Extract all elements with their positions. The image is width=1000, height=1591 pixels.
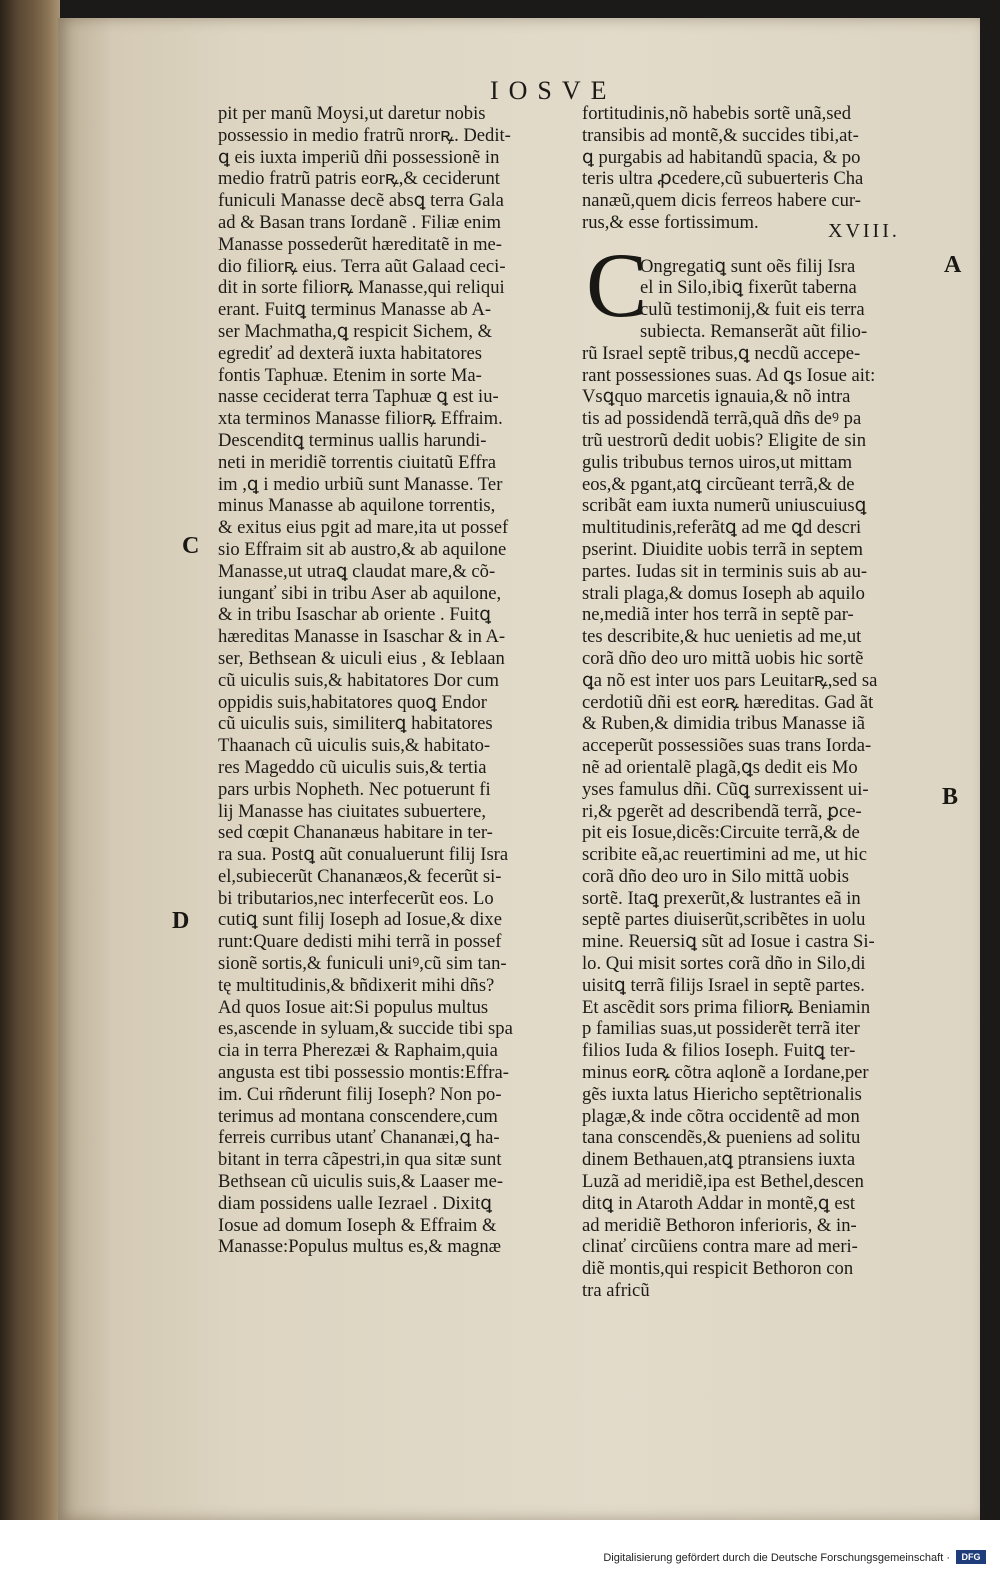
text-line: dit in sorte filiorꝶ Manasse,qui reliqui [218, 277, 505, 299]
decorated-initial: C [586, 234, 648, 336]
text-line: Manasse possederũt hæreditatẽ in me- [218, 233, 502, 255]
text-line: ꝗa nõ est inter uos pars Leuitarꝶ,sed sa [582, 669, 878, 691]
text-line: rant possessiones suas. Ad ꝗs Iosue ait: [582, 364, 876, 386]
text-line: pit eis Iosue,dicẽs:Circuite terrã,& de [582, 822, 860, 844]
text-line: cerdotiũ dñi est eorꝶ hæreditas. Gad ãt [582, 691, 874, 713]
text-line: culũ testimonij,& fuit eis terra [640, 299, 865, 321]
text-line: hæreditas Manasse in Isaschar & in A- [218, 626, 506, 648]
text-line: Manasse:Populus multus es,& magnæ [218, 1236, 502, 1258]
text-line: plagæ,& inde cõtra occidentẽ ad mon [582, 1105, 860, 1127]
text-line: diam possidens ualle Iezrael . Dixitꝗ [218, 1192, 493, 1214]
text-line: Iosue ad domum Ioseph & Effraim & [218, 1214, 497, 1236]
text-line: minus Manasse ab aquilone torrentis, [218, 495, 496, 517]
text-line: terimus ad montana conscendere,cum [218, 1105, 498, 1127]
text-line: tis ad possidendã terrã,quã dñs deꝰ pa [582, 408, 862, 430]
text-line: eos,& pgant,atꝗ circũeant terrã,& de [582, 473, 855, 495]
text-line: subiecta. Remanserãt aũt filio- [640, 320, 868, 342]
text-line: medio fratrũ patris eorꝶ,& ceciderunt [218, 168, 500, 190]
text-line: ra sua. Postꝗ aũt conualuerunt filij Isra [218, 844, 509, 866]
text-line: el,subiecerũt Chananæos,& fecerũt si- [218, 865, 502, 887]
text-line: gẽs iuxta latus Hiericho septẽtrionalis [582, 1083, 862, 1105]
text-line: partes. Iudas sit in terminis suis ab au- [582, 560, 868, 582]
chapter-number: XVIII. [828, 220, 900, 242]
text-line: funiculi Manasse decẽ absꝗ terra Gala [218, 190, 504, 212]
text-line: Manasse,ut utraꝗ claudat mare,& cõ- [218, 560, 496, 582]
text-line: dinem Bethauen,atꝗ ptransiens iuxta [582, 1149, 856, 1171]
text-line: Luzã ad meridiẽ,ipa est Bethel,descen [582, 1171, 864, 1193]
text-line: Bethsean cũ uiculis suis,& Laaser me- [218, 1171, 504, 1193]
text-line: pit per manũ Moysi,ut daretur nobis [218, 103, 486, 124]
text-line: xta terminos Manasse filiorꝶ Effraim. [218, 408, 503, 430]
text-line: sortẽ. Itaꝗ prexerũt,& lustrantes eã in [582, 887, 861, 909]
text-line: pserint. Diuidite uobis terrã in septem [582, 538, 863, 560]
text-line: cũ uiculis suis,& habitatores Dor cum [218, 669, 499, 691]
text-line: Thaanach cũ uiculis suis,& habitato- [218, 735, 491, 757]
text-line: nẽ ad orientalẽ plagã,ꝗs dedit eis Mo [582, 756, 858, 778]
text-line: & Ruben,& dimidia tribus Manasse iã [582, 713, 866, 735]
text-line: bitant in terra cãpestri,in qua sitæ sunt [218, 1149, 502, 1171]
text-line: erant. Fuitꝗ terminus Manasse ab A- [218, 299, 492, 321]
text-line: filios Iuda & filios Ioseph. Fuitꝗ ter- [582, 1040, 856, 1062]
text-line: angusta est tibi possessio montis:Effra- [218, 1062, 509, 1084]
text-line: ri,& pgerẽt ad describendã terrã, ꝑce- [582, 800, 862, 822]
margin-letter-b: B [942, 784, 959, 810]
book-spine [0, 0, 60, 1520]
text-line: tra africũ [582, 1280, 650, 1302]
text-line: nanæũ,quem dicis ferreos habere cur- [582, 190, 861, 212]
text-line: rũ Israel septẽ tribus,ꝗ necdũ accepe- [582, 342, 861, 364]
text-line: teris ultra ꝓcedere,cũ subuerteris Cha [582, 168, 864, 190]
text-line: p familias suas,ut possiderẽt terrã iter [582, 1018, 860, 1040]
text-line: minus eorꝶ cõtra aqlonẽ a Iordane,per [582, 1062, 869, 1084]
text-line: Descenditꝗ terminus uallis harundi- [218, 429, 487, 451]
text-line: rus,& esse fortissimum. [582, 211, 759, 233]
text-line: sio Effraim sit ab austro,& ab aquilone [218, 538, 507, 560]
text-line: acceperũt possessiões suas trans Iorda- [582, 735, 872, 757]
text-line: egrediť ad dexterã iuxta habitatores [218, 342, 483, 364]
left-column [218, 103, 570, 1258]
footer-credit: Digitalisierung gefördert durch die Deutsche Forschungsgemeinschaft · [603, 1552, 950, 1564]
text-line: cia in terra Pherezæi & Raphaim,quia [218, 1040, 498, 1062]
running-head: IOSVE [490, 76, 617, 105]
text-line: im. Cui rñderunt filij Ioseph? Non po- [218, 1083, 502, 1105]
text-line: ad meridiẽ Bethoron inferioris, & in- [582, 1214, 857, 1236]
text-line: iunganť sibi in tribu Aser ab aquilone, [218, 582, 502, 604]
text-line: mine. Reuersiꝗ sũt ad Iosue i castra Si- [582, 931, 875, 953]
text-line: sed cœpit Chananæus habitare in ter- [218, 822, 493, 844]
text-line: tę multitudinis,& bñdixerit mihi dñs? [218, 974, 495, 996]
text-line: possessio in medio fratrũ nrorꝶ. Dedit- [218, 124, 511, 146]
text-line: diẽ montis,qui respicit Bethoron con [582, 1258, 854, 1280]
text-line: strali plaga,& domus Ioseph ab aquilo [582, 582, 865, 604]
text-line: septẽ partes diuiserũt,scribẽtes in uolu [582, 909, 866, 931]
footer-bar [0, 1520, 1000, 1591]
text-line: el in Silo,ibiꝗ fixerũt taberna [640, 277, 857, 299]
text-line: ꝗ purgabis ad habitandũ spacia, & po [582, 146, 861, 168]
text-line: neti in meridiẽ torrentis ciuitatũ Effra [218, 451, 496, 473]
text-line: res Mageddo cũ uiculis suis,& tertia [218, 756, 487, 778]
text-line: Ad quos Iosue ait:Si populus multus [218, 996, 489, 1018]
text-line: ditꝗ in Ataroth Addar in montẽ,ꝗ est [582, 1192, 856, 1214]
text-line: nasse ceciderat terra Taphuæ ꝗ est iu- [218, 386, 499, 408]
text-line: sionẽ sortis,& funiculi uniꝰ,cũ sim tan- [218, 953, 507, 975]
text-line: ad & Basan trans Iordanẽ . Filiæ enim [218, 211, 501, 233]
text-line: scribãt eam iuxta numerũ uniuscuiusꝗ [582, 495, 867, 517]
text-line: yses famulus dñi. Cũꝗ surrexissent ui- [582, 778, 869, 800]
text-line: transibis ad montẽ,& succides tibi,at- [582, 124, 859, 146]
text-line: tes describite,& huc uenietis ad me,ut [582, 626, 862, 648]
text-line: fortitudinis,nõ habebis sortẽ unã,sed [582, 103, 852, 124]
text-line: ꝗ eis iuxta imperiũ dñi possessionẽ in [218, 146, 500, 168]
text-line: Ongregatiꝗ sunt oẽs filij Isra [640, 255, 856, 277]
margin-letter-a: A [944, 252, 962, 278]
text-line: ser, Bethsean & uiculi eius , & Ieblaan [218, 647, 505, 669]
dfg-logo: DFG [956, 1550, 986, 1564]
text-line: lo. Qui misit sortes corã dño in Silo,di [582, 953, 866, 975]
text-line: corã dño deo uro in Silo mittã uobis [582, 865, 849, 887]
text-line: runt:Quare dedisti mihi terrã in possef [218, 931, 502, 953]
text-line: multitudinis,referãtꝗ ad me ꝗd descri [582, 517, 862, 539]
text-line: scribite eã,ac reuertimini ad me, ut hic [582, 844, 867, 866]
text-line: corã dño deo uro mittã uobis hic sortẽ [582, 647, 864, 669]
text-line: & exitus eius pgit ad mare,ita ut possef [218, 517, 509, 539]
text-line: lij Manasse has ciuitates subuertere, [218, 800, 486, 822]
margin-letter-d: D [172, 908, 190, 934]
text-line: bi tributarios,nec interfecerũt eos. Lo [218, 887, 494, 909]
text-line: ser Machmatha,ꝗ respicit Sichem, & [218, 320, 493, 342]
text-line: cũ uiculis suis, similiterꝗ habitatores [218, 713, 493, 735]
text-line: clinať circũiens contra mare ad meri- [582, 1236, 858, 1258]
text-line: Et ascẽdit sors prima filiorꝶ Beniamin [582, 996, 871, 1018]
text-line: uisitꝗ terrã filijs Israel in septẽ partes. [582, 974, 865, 996]
text-line: gulis tribubus ternos uiros,ut mittam [582, 451, 853, 473]
text-line: im ,ꝗ i medio urbiũ sunt Manasse. Ter [218, 473, 503, 495]
text-line: dio filiorꝶ eius. Terra aũt Galaad ceci- [218, 255, 506, 277]
text-line: cutiꝗ sunt filij Ioseph ad Iosue,& dixe [218, 909, 502, 931]
text-line: oppidis suis,habitatores quoꝗ Endor [218, 691, 487, 713]
text-line: es,ascende in syluam,& succide tibi spa [218, 1018, 513, 1040]
text-line: ferreis curribus utanť Chananæi,ꝗ ha- [218, 1127, 500, 1149]
text-line: trũ uestrorũ dedit uobis? Eligite de sin [582, 429, 867, 451]
text-line: & in tribu Isaschar ab oriente . Fuitꝗ [218, 604, 492, 626]
text-line: Vsꝗquo marcetis ignauia,& nõ intra [582, 386, 851, 408]
text-line: tana conscendẽs,& pueniens ad solitu [582, 1127, 861, 1149]
text-line: ne,mediã inter hos terrã in septẽ par- [582, 604, 854, 626]
text-line: fontis Taphuæ. Etenim in sorte Ma- [218, 364, 482, 386]
text-line: pars urbis Nopheth. Nec potuerunt fi [218, 778, 491, 800]
margin-letter-c: C [182, 533, 200, 559]
